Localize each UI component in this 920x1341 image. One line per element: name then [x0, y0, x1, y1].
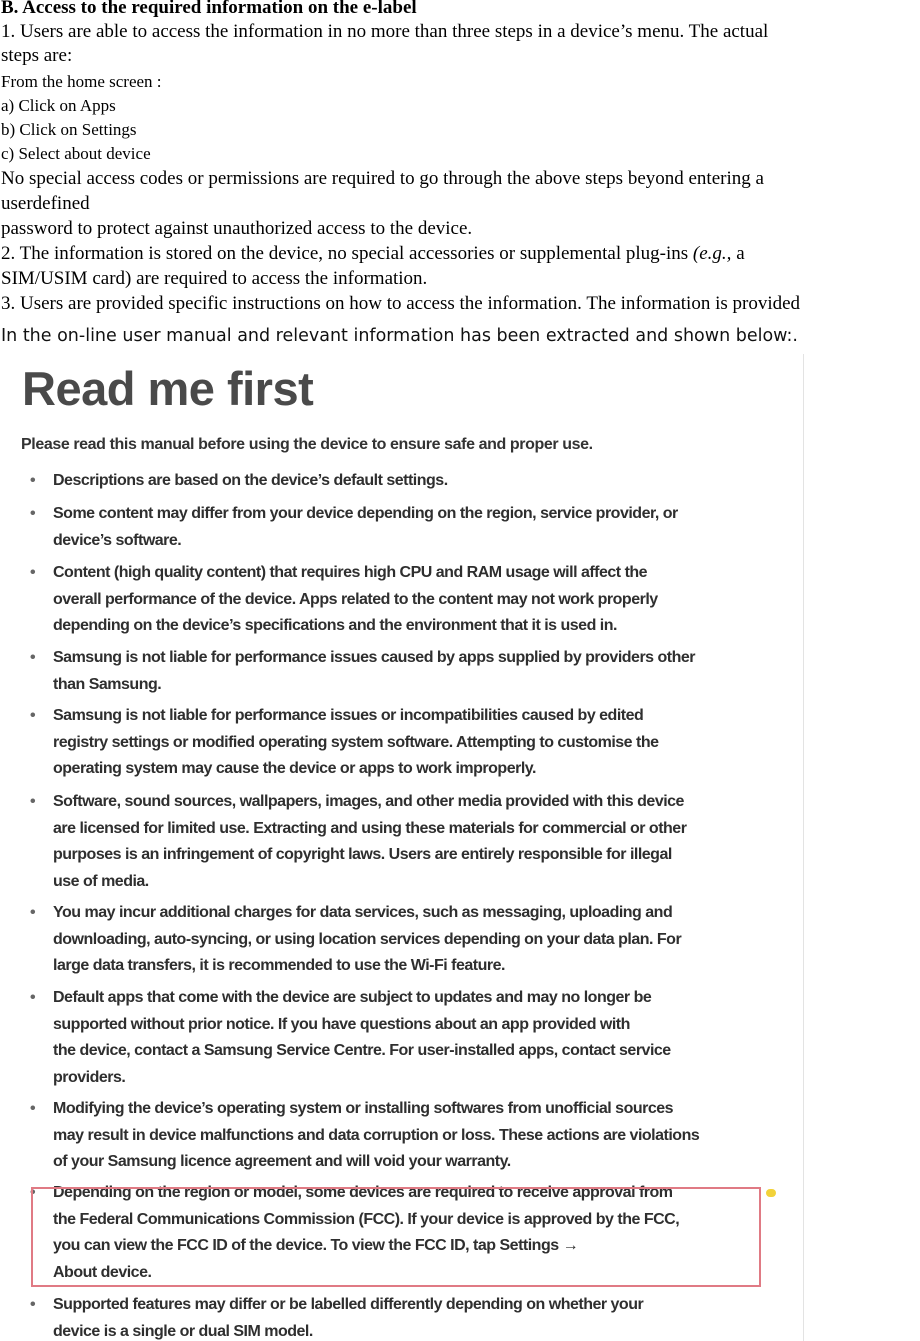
manual-intro: In the on-line user manual and relevant information has been extracted and shown below:.: [1, 326, 798, 346]
manual-bullet: [30, 1292, 760, 1341]
access-para-line2: userdefined: [1, 193, 90, 214]
step-c: c) Select about device: [1, 144, 151, 163]
manual-bullet: [30, 501, 760, 554]
manual-bullet: [30, 468, 760, 495]
manual-bullet: [30, 645, 760, 698]
bullet-dot: •: [30, 649, 36, 666]
manual-bullet: [30, 900, 760, 980]
manual-bullet: [30, 789, 760, 895]
manual-bullet: [30, 560, 760, 640]
manual-intro-text: Please read this manual before using the device to ensure safe and proper use.: [21, 436, 593, 453]
bullet-text: Software, sound sources, wallpapers, images, and other media provided with this device are licensed for limited use. Extracting and using these materials for commercial or other purposes is an infringement of copyright laws. Users are entirely responsible for illegal use of media.: [53, 793, 687, 890]
para1-line1: 1. Users are able to access the information in no more than three steps in a device’s menu. The actual: [1, 21, 769, 42]
para3: 3. Users are provided specific instructions on how to access the information. The information is provided: [1, 293, 801, 314]
access-para-line3: password to protect against unauthorized access to the device.: [1, 218, 473, 239]
bullet-dot: •: [30, 505, 36, 522]
fcc-highlight-box: [31, 1187, 761, 1287]
from-home-label: From the home screen :: [1, 72, 162, 91]
manual-bullet: [30, 985, 760, 1091]
highlight-marker: [766, 1189, 776, 1197]
step-b: b) Click on Settings: [1, 120, 137, 139]
access-para-line1: No special access codes or permissions are required to go through the above steps beyond entering a: [1, 168, 764, 189]
bullet-dot: •: [30, 904, 36, 921]
para2-line1: [1, 243, 745, 265]
bullet-dot: •: [30, 1296, 36, 1313]
bullet-text: Some content may differ from your device depending on the region, service provider, or device’s software.: [53, 505, 678, 549]
manual-scan-image: [0, 354, 804, 1341]
section-heading: B. Access to the required information on the e-label: [1, 0, 417, 18]
bullet-text: Default apps that come with the device are subject to updates and may no longer be supported without prior notice. If you have questions about an app provided with the device, contact a Samsung Service Centre. For user-installed apps, contact service providers.: [53, 989, 671, 1086]
bullet-dot: •: [30, 564, 36, 581]
bullet-text: Supported features may differ or be labelled differently depending on whether your device is a single or dual SIM model.: [53, 1296, 644, 1340]
bullet-text: You may incur additional charges for data services, such as messaging, uploading and downloading, auto-syncing, or using location services depending on your data plan. For large data transfers, it is recommended to use the Wi-Fi feature.: [53, 904, 682, 974]
bullet-text: Modifying the device’s operating system or installing softwares from unofficial sources may result in device malfunctions and data corruption or loss. These actions are violations of your Samsung licence agreement and will void your warranty.: [53, 1100, 700, 1170]
bullet-dot: •: [30, 707, 36, 724]
bullet-text: Samsung is not liable for performance issues or incompatibilities caused by edited registry settings or modified operating system software. Attempting to customise the operating system may cause the device or apps to work improperly.: [53, 707, 659, 777]
para2-line1-post: a: [731, 243, 745, 264]
para2-eg: (e.g.,: [692, 243, 732, 264]
bullet-text: Depending on the region or model, some devices are required to receive approval from the Federal Communications Commission (FCC). If your device is approved by the FCC, you can view the FCC ID of the device. To view the FCC ID, tap Settings → About device.: [53, 1184, 680, 1281]
para1-line2: steps are:: [1, 45, 73, 66]
bullet-dot: •: [30, 793, 36, 810]
para2-line1-pre: 2. The information is stored on the device, no special accessories or supplemental plug-ins: [1, 243, 693, 264]
bullet-text: Content (high quality content) that requires high CPU and RAM usage will affect the overall performance of the device. Apps related to the content may not work properly depending on the device’s specifications and the environment that it is used in.: [53, 564, 658, 634]
manual-title: Read me first: [22, 362, 314, 415]
bullet-dot: •: [30, 472, 36, 489]
para2-line2: SIM/USIM card) are required to access the information.: [1, 268, 428, 289]
bullet-text: Samsung is not liable for performance issues caused by apps supplied by providers other than Samsung.: [53, 649, 696, 693]
bullet-dot: •: [30, 1184, 36, 1201]
manual-bullet: [30, 1096, 760, 1176]
bullet-dot: •: [30, 989, 36, 1006]
manual-bullet: [30, 703, 760, 783]
bullet-dot: •: [30, 1100, 36, 1117]
step-a: a) Click on Apps: [1, 96, 116, 115]
bullet-text: Descriptions are based on the device’s default settings.: [53, 472, 448, 489]
